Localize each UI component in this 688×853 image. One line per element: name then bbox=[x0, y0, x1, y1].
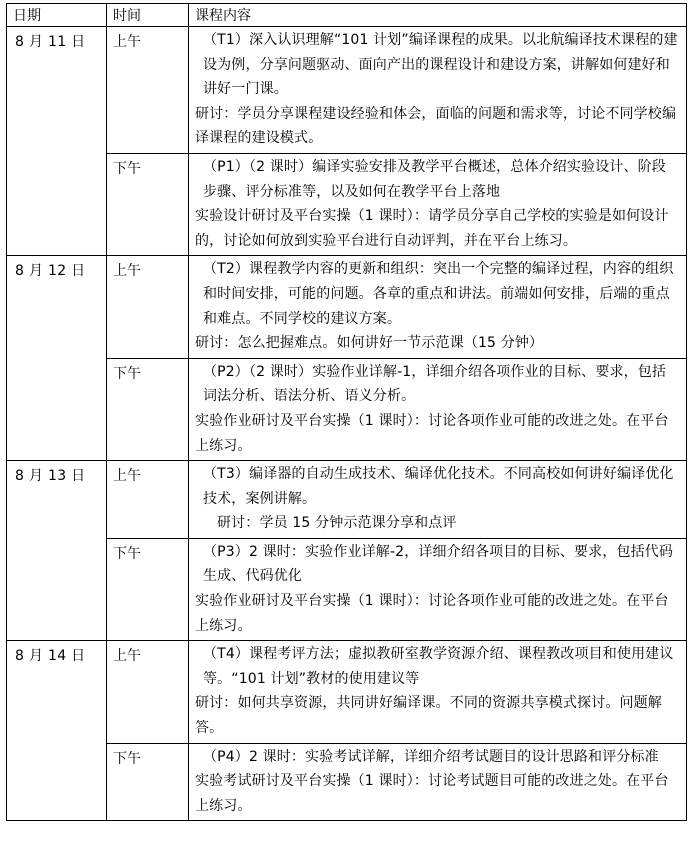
content-cell bbox=[189, 358, 687, 460]
discussion-text: 实验考试研讨及平台实操（1 课时）：讨论考试题目可能的改进之处。在平台上练习。 bbox=[195, 773, 669, 814]
time-cell: 上午 bbox=[107, 641, 189, 743]
discussion-text: 研讨：如何共享资源，共同讲好编译课。不同的资源共享模式探讨。问题解答。 bbox=[195, 695, 662, 737]
content-cell bbox=[189, 153, 687, 255]
time-cell: 下午 bbox=[107, 538, 189, 640]
content-cell bbox=[189, 743, 687, 821]
date-cell: 8 月 11 日 bbox=[7, 27, 107, 256]
session-description: （T1）深入认识理解“101 计划”编译课程的成果。以北航编译技术课程的建设为例，分享问题驱动、面向产出的课程设计和建设方案，讲解如何建好和讲好一门课。 bbox=[203, 32, 678, 98]
session-description: （T4）课程考评方法；虚拟教研室教学资源介绍、课程教改项目和使用建议等。“101 计划”教材的使用建议等 bbox=[203, 646, 674, 687]
discussion-text: 实验作业研讨及平台实操（1 课时）：讨论各项作业可能的改进之处。在平台上练习。 bbox=[195, 593, 669, 634]
header-content: 课程内容 bbox=[189, 4, 687, 27]
time-cell: 上午 bbox=[107, 27, 189, 154]
table-row bbox=[7, 153, 687, 255]
table-row bbox=[7, 27, 687, 154]
header-row bbox=[7, 4, 687, 27]
time-cell: 下午 bbox=[107, 153, 189, 255]
time-cell: 上午 bbox=[107, 461, 189, 539]
time-cell: 下午 bbox=[107, 358, 189, 460]
content-cell bbox=[189, 641, 687, 743]
session-description: （T2）课程教学内容的更新和组织：突出一个完整的编译过程，内容的组织和时间安排，可能的问题。各章的重点和讲法。前端如何安排，后端的重点和难点。不同学校的建议方案。 bbox=[203, 261, 674, 327]
time-cell: 下午 bbox=[107, 743, 189, 821]
discussion-text: 研讨：学员分享课程建设经验和体会，面临的问题和需求等，讨论不同学校编译课程的建设模式。 bbox=[195, 105, 677, 147]
table-row bbox=[7, 256, 687, 358]
time-cell: 上午 bbox=[107, 256, 189, 358]
content-cell bbox=[189, 256, 687, 358]
discussion-text: 研讨：学员 15 分钟示范课分享和点评 bbox=[217, 515, 457, 532]
session-description: （P3）2 课时：实验作业详解-2，详细介绍各项目的目标、要求，包括代码生成、代码优化 bbox=[203, 543, 674, 585]
header-time: 时间 bbox=[107, 4, 189, 27]
date-cell: 8 月 12 日 bbox=[7, 256, 107, 461]
discussion-text: 实验设计研讨及平台实操（1 课时）：请学员分享自己学校的实验是如何设计的，讨论如何放到实验平台进行自动评判，并在平台上练习。 bbox=[195, 208, 669, 249]
schedule-table bbox=[6, 3, 687, 821]
session-description: （P4）2 课时：实验考试详解，详细介绍考试题目的设计思路和评分标准 bbox=[203, 748, 659, 765]
discussion-text: 实验作业研讨及平台实操（1 课时）：讨论各项作业可能的改进之处。在平台上练习。 bbox=[195, 412, 669, 454]
header-date: 日期 bbox=[7, 4, 107, 27]
table-row bbox=[7, 743, 687, 821]
table-row bbox=[7, 461, 687, 539]
content-cell bbox=[189, 538, 687, 640]
date-cell: 8 月 13 日 bbox=[7, 461, 107, 641]
content-cell bbox=[189, 461, 687, 539]
table-row bbox=[7, 538, 687, 640]
session-description: （T3）编译器的自动生成技术、编译优化技术。不同高校如何讲好编译优化技术，案例讲解。 bbox=[203, 466, 674, 507]
session-description: （P1）（2 课时）编译实验安排及教学平台概述，总体介绍实验设计、阶段步骤、评分标准等，以及如何在教学平台上落地 bbox=[203, 158, 666, 200]
table-row bbox=[7, 641, 687, 743]
discussion-text: 研讨：怎么把握难点。如何讲好一节示范课（15 分钟） bbox=[195, 335, 544, 352]
table-row bbox=[7, 358, 687, 460]
session-description: （P2）（2 课时）实验作业详解-1，详细介绍各项作业的目标、要求，包括词法分析、语法分析、语义分析。 bbox=[203, 363, 667, 405]
date-cell: 8 月 14 日 bbox=[7, 641, 107, 821]
content-cell bbox=[189, 27, 687, 154]
